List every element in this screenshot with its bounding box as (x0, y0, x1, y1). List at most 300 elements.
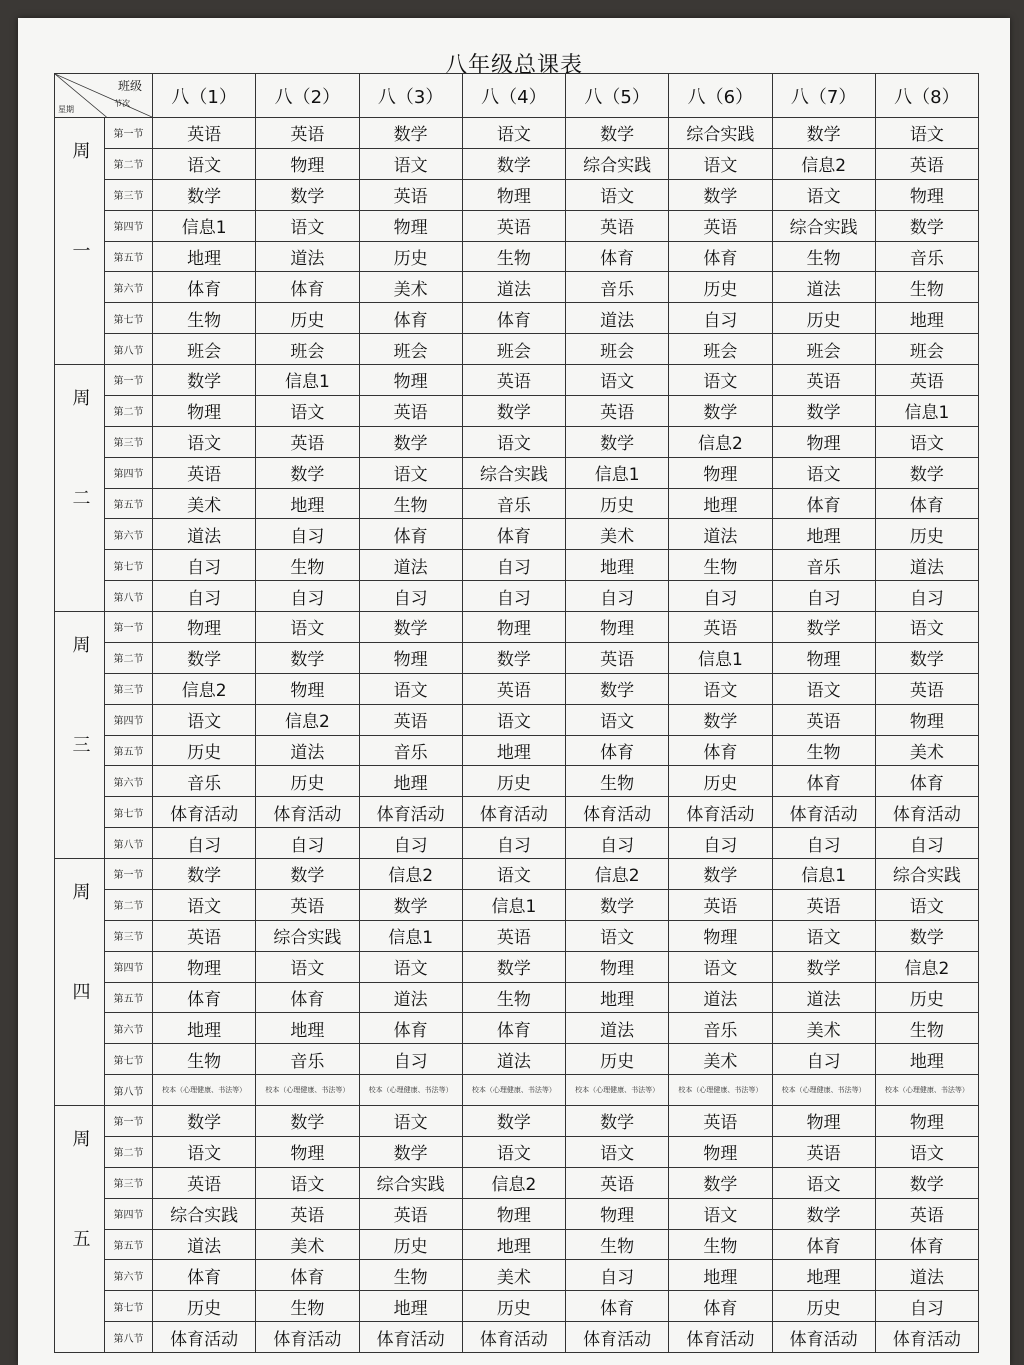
subject-cell: 体育活动 (256, 1322, 359, 1353)
subject-cell: 自习 (772, 828, 875, 859)
subject-cell: 班会 (669, 334, 772, 365)
table-row (55, 241, 979, 272)
subject-cell: 数学 (566, 1106, 669, 1137)
subject-cell: 班会 (359, 334, 462, 365)
subject-cell: 美术 (875, 735, 978, 766)
period-label: 第四节 (105, 210, 153, 241)
period-label: 第一节 (105, 859, 153, 890)
subject-cell: 英语 (669, 612, 772, 643)
subject-cell: 语文 (566, 179, 669, 210)
subject-cell: 物理 (875, 179, 978, 210)
subject-cell: 英语 (566, 1167, 669, 1198)
period-label: 第七节 (105, 303, 153, 334)
subject-cell: 自习 (875, 828, 978, 859)
subject-cell: 物理 (153, 612, 256, 643)
subject-cell: 历史 (462, 766, 565, 797)
subject-cell: 自习 (256, 581, 359, 612)
subject-cell: 校本（心理健康、书法等） (256, 1075, 359, 1106)
subject-cell: 体育 (875, 1229, 978, 1260)
subject-cell: 语文 (566, 1136, 669, 1167)
subject-cell: 数学 (153, 859, 256, 890)
subject-cell: 生物 (566, 1229, 669, 1260)
subject-cell: 数学 (772, 951, 875, 982)
subject-cell: 体育 (566, 241, 669, 272)
subject-cell: 体育 (359, 1013, 462, 1044)
header-row (55, 74, 979, 118)
subject-cell: 信息2 (256, 704, 359, 735)
subject-cell: 道法 (669, 519, 772, 550)
subject-cell: 数学 (566, 118, 669, 149)
period-label: 第二节 (105, 148, 153, 179)
subject-cell: 音乐 (772, 550, 875, 581)
subject-cell: 美术 (566, 519, 669, 550)
class-header: 八（2） (256, 74, 359, 118)
class-header: 八（4） (462, 74, 565, 118)
page-title: 八年级总课表 (444, 53, 583, 78)
subject-cell: 物理 (669, 920, 772, 951)
table-row (55, 1075, 979, 1106)
subject-cell: 体育活动 (772, 1322, 875, 1353)
subject-cell: 自习 (566, 581, 669, 612)
subject-cell: 语文 (462, 118, 565, 149)
subject-cell: 校本（心理健康、书法等） (669, 1075, 772, 1106)
subject-cell: 数学 (256, 457, 359, 488)
subject-cell: 语文 (462, 426, 565, 457)
subject-cell: 数学 (359, 889, 462, 920)
subject-cell: 美术 (153, 488, 256, 519)
period-label: 第六节 (105, 766, 153, 797)
subject-cell: 体育 (256, 272, 359, 303)
table-row (55, 426, 979, 457)
table-row (55, 920, 979, 951)
subject-cell: 生物 (256, 1291, 359, 1322)
subject-cell: 语文 (669, 951, 772, 982)
subject-cell: 数学 (875, 642, 978, 673)
table-row (55, 735, 979, 766)
subject-cell: 语文 (875, 118, 978, 149)
subject-cell: 语文 (153, 426, 256, 457)
subject-cell: 道法 (566, 1013, 669, 1044)
schedule-body (55, 118, 979, 1353)
subject-cell: 英语 (875, 673, 978, 704)
subject-cell: 英语 (875, 365, 978, 396)
period-label: 第二节 (105, 1136, 153, 1167)
subject-cell: 体育 (875, 766, 978, 797)
subject-cell: 地理 (153, 1013, 256, 1044)
subject-cell: 体育 (669, 241, 772, 272)
subject-cell: 体育 (669, 1291, 772, 1322)
subject-cell: 综合实践 (359, 1167, 462, 1198)
subject-cell: 自习 (359, 828, 462, 859)
subject-cell: 物理 (359, 210, 462, 241)
period-label: 第二节 (105, 395, 153, 426)
subject-cell: 信息1 (669, 642, 772, 673)
subject-cell: 历史 (153, 1291, 256, 1322)
subject-cell: 体育活动 (669, 1322, 772, 1353)
subject-cell: 校本（心理健康、书法等） (153, 1075, 256, 1106)
corner-label-day: 星期 (58, 105, 74, 114)
subject-cell: 自习 (256, 519, 359, 550)
subject-cell: 道法 (462, 272, 565, 303)
subject-cell: 英语 (153, 920, 256, 951)
subject-cell: 美术 (462, 1260, 565, 1291)
corner-label-class: 班级 (117, 79, 142, 93)
subject-cell: 语文 (669, 1198, 772, 1229)
table-row (55, 303, 979, 334)
subject-cell: 自习 (669, 828, 772, 859)
subject-cell: 音乐 (256, 1044, 359, 1075)
subject-cell: 信息2 (875, 951, 978, 982)
subject-cell: 语文 (772, 179, 875, 210)
subject-cell: 生物 (669, 1229, 772, 1260)
subject-cell: 校本（心理健康、书法等） (772, 1075, 875, 1106)
class-header: 八（1） (153, 74, 256, 118)
subject-cell: 语文 (875, 889, 978, 920)
subject-cell: 语文 (669, 365, 772, 396)
subject-cell: 数学 (566, 673, 669, 704)
subject-cell: 历史 (359, 241, 462, 272)
subject-cell: 生物 (875, 1013, 978, 1044)
subject-cell: 自习 (462, 828, 565, 859)
subject-cell: 历史 (566, 1044, 669, 1075)
day-label: 周四 (55, 859, 105, 1106)
subject-cell: 数学 (875, 1167, 978, 1198)
table-row (55, 982, 979, 1013)
subject-cell: 体育 (772, 766, 875, 797)
period-label: 第五节 (105, 735, 153, 766)
subject-cell: 体育活动 (566, 797, 669, 828)
subject-cell: 地理 (669, 1260, 772, 1291)
subject-cell: 体育 (772, 488, 875, 519)
period-label: 第八节 (105, 581, 153, 612)
subject-cell: 历史 (875, 519, 978, 550)
subject-cell: 综合实践 (566, 148, 669, 179)
period-label: 第七节 (105, 550, 153, 581)
subject-cell: 数学 (153, 179, 256, 210)
table-row (55, 889, 979, 920)
subject-cell: 数学 (772, 1198, 875, 1229)
subject-cell: 地理 (359, 766, 462, 797)
period-label: 第四节 (105, 951, 153, 982)
table-row (55, 179, 979, 210)
subject-cell: 英语 (772, 704, 875, 735)
subject-cell: 体育 (462, 1013, 565, 1044)
subject-cell: 物理 (462, 612, 565, 643)
subject-cell: 音乐 (359, 735, 462, 766)
period-label: 第六节 (105, 1013, 153, 1044)
subject-cell: 地理 (669, 488, 772, 519)
subject-cell: 语文 (875, 612, 978, 643)
subject-cell: 地理 (772, 1260, 875, 1291)
subject-cell: 综合实践 (462, 457, 565, 488)
subject-cell: 数学 (256, 1106, 359, 1137)
subject-cell: 综合实践 (875, 859, 978, 890)
subject-cell: 数学 (462, 148, 565, 179)
period-label: 第七节 (105, 797, 153, 828)
class-header: 八（3） (359, 74, 462, 118)
subject-cell: 地理 (875, 1044, 978, 1075)
subject-cell: 物理 (669, 1136, 772, 1167)
table-row (55, 1167, 979, 1198)
subject-cell: 数学 (875, 920, 978, 951)
period-label: 第二节 (105, 889, 153, 920)
subject-cell: 道法 (153, 1229, 256, 1260)
subject-cell: 历史 (669, 272, 772, 303)
period-label: 第一节 (105, 1106, 153, 1137)
subject-cell: 数学 (875, 210, 978, 241)
table-row (55, 488, 979, 519)
subject-cell: 数学 (669, 1167, 772, 1198)
subject-cell: 体育活动 (462, 1322, 565, 1353)
subject-cell: 数学 (359, 118, 462, 149)
table-row (55, 673, 979, 704)
subject-cell: 道法 (359, 982, 462, 1013)
subject-cell: 语文 (153, 889, 256, 920)
subject-cell: 综合实践 (669, 118, 772, 149)
subject-cell: 语文 (772, 920, 875, 951)
subject-cell: 体育活动 (153, 797, 256, 828)
subject-cell: 道法 (669, 982, 772, 1013)
subject-cell: 英语 (256, 118, 359, 149)
subject-cell: 语文 (153, 1136, 256, 1167)
subject-cell: 英语 (772, 365, 875, 396)
subject-cell: 语文 (772, 673, 875, 704)
subject-cell: 物理 (462, 1198, 565, 1229)
table-row (55, 612, 979, 643)
subject-cell: 道法 (772, 982, 875, 1013)
period-label: 第一节 (105, 612, 153, 643)
subject-cell: 物理 (256, 148, 359, 179)
subject-cell: 语文 (462, 704, 565, 735)
day-label: 周一 (55, 118, 105, 365)
subject-cell: 自习 (772, 1044, 875, 1075)
subject-cell: 语文 (566, 704, 669, 735)
subject-cell: 物理 (256, 673, 359, 704)
subject-cell: 道法 (875, 550, 978, 581)
period-label: 第五节 (105, 982, 153, 1013)
subject-cell: 历史 (153, 735, 256, 766)
table-row (55, 272, 979, 303)
day-label: 周二 (55, 365, 105, 612)
subject-cell: 数学 (462, 1106, 565, 1137)
subject-cell: 数学 (772, 612, 875, 643)
subject-cell: 英语 (153, 1167, 256, 1198)
period-label: 第四节 (105, 1198, 153, 1229)
subject-cell: 英语 (772, 889, 875, 920)
subject-cell: 生物 (772, 735, 875, 766)
subject-cell: 地理 (359, 1291, 462, 1322)
subject-cell: 数学 (566, 426, 669, 457)
table-row (55, 395, 979, 426)
subject-cell: 语文 (566, 365, 669, 396)
subject-cell: 语文 (669, 673, 772, 704)
period-label: 第五节 (105, 488, 153, 519)
subject-cell: 地理 (566, 982, 669, 1013)
subject-cell: 英语 (256, 426, 359, 457)
subject-cell: 道法 (462, 1044, 565, 1075)
subject-cell: 英语 (153, 457, 256, 488)
period-label: 第三节 (105, 1167, 153, 1198)
subject-cell: 语文 (772, 1167, 875, 1198)
table-row (55, 1198, 979, 1229)
subject-cell: 综合实践 (772, 210, 875, 241)
subject-cell: 综合实践 (153, 1198, 256, 1229)
subject-cell: 生物 (772, 241, 875, 272)
subject-cell: 音乐 (462, 488, 565, 519)
subject-cell: 音乐 (566, 272, 669, 303)
period-label: 第八节 (105, 1322, 153, 1353)
subject-cell: 体育 (153, 272, 256, 303)
subject-cell: 物理 (153, 395, 256, 426)
subject-cell: 体育活动 (359, 1322, 462, 1353)
subject-cell: 历史 (359, 1229, 462, 1260)
subject-cell: 语文 (359, 148, 462, 179)
subject-cell: 班会 (566, 334, 669, 365)
subject-cell: 地理 (875, 303, 978, 334)
period-label: 第八节 (105, 828, 153, 859)
subject-cell: 班会 (462, 334, 565, 365)
table-row (55, 334, 979, 365)
subject-cell: 物理 (669, 457, 772, 488)
subject-cell: 地理 (462, 1229, 565, 1260)
table-row (55, 581, 979, 612)
day-label: 周五 (55, 1106, 105, 1353)
subject-cell: 物理 (772, 426, 875, 457)
subject-cell: 数学 (359, 1136, 462, 1167)
subject-cell: 英语 (462, 210, 565, 241)
subject-cell: 语文 (256, 210, 359, 241)
subject-cell: 语文 (256, 395, 359, 426)
subject-cell: 英语 (566, 210, 669, 241)
subject-cell: 历史 (256, 766, 359, 797)
subject-cell: 英语 (256, 889, 359, 920)
schedule-sheet (18, 18, 1010, 1365)
subject-cell: 体育 (359, 519, 462, 550)
subject-cell: 物理 (772, 642, 875, 673)
table-row (55, 859, 979, 890)
subject-cell: 音乐 (875, 241, 978, 272)
subject-cell: 地理 (462, 735, 565, 766)
subject-cell: 语文 (669, 148, 772, 179)
subject-cell: 班会 (875, 334, 978, 365)
subject-cell: 语文 (359, 1106, 462, 1137)
subject-cell: 地理 (153, 241, 256, 272)
subject-cell: 道法 (772, 272, 875, 303)
period-label: 第八节 (105, 1075, 153, 1106)
schedule-table (54, 73, 979, 1353)
period-label: 第六节 (105, 1260, 153, 1291)
subject-cell: 道法 (875, 1260, 978, 1291)
subject-cell: 体育 (256, 982, 359, 1013)
period-label: 第一节 (105, 118, 153, 149)
subject-cell: 地理 (256, 1013, 359, 1044)
subject-cell: 语文 (875, 1136, 978, 1167)
period-label: 第一节 (105, 365, 153, 396)
subject-cell: 体育活动 (566, 1322, 669, 1353)
subject-cell: 信息2 (359, 859, 462, 890)
period-label: 第八节 (105, 334, 153, 365)
table-row (55, 951, 979, 982)
subject-cell: 物理 (256, 1136, 359, 1167)
subject-cell: 数学 (462, 395, 565, 426)
period-label: 第二节 (105, 642, 153, 673)
subject-cell: 语文 (256, 1167, 359, 1198)
subject-cell: 数学 (256, 179, 359, 210)
subject-cell: 历史 (772, 1291, 875, 1322)
subject-cell: 历史 (772, 303, 875, 334)
subject-cell: 信息2 (772, 148, 875, 179)
subject-cell: 信息1 (359, 920, 462, 951)
subject-cell: 数学 (566, 889, 669, 920)
subject-cell: 体育 (153, 1260, 256, 1291)
subject-cell: 物理 (566, 612, 669, 643)
class-header: 八（7） (772, 74, 875, 118)
subject-cell: 语文 (153, 704, 256, 735)
subject-cell: 语文 (772, 457, 875, 488)
table-row (55, 828, 979, 859)
table-row (55, 766, 979, 797)
class-header: 八（8） (875, 74, 978, 118)
subject-cell: 班会 (772, 334, 875, 365)
subject-cell: 美术 (256, 1229, 359, 1260)
subject-cell: 数学 (772, 395, 875, 426)
period-label: 第五节 (105, 241, 153, 272)
subject-cell: 班会 (256, 334, 359, 365)
table-row (55, 1013, 979, 1044)
corner-header (55, 74, 153, 118)
subject-cell: 英语 (669, 1106, 772, 1137)
subject-cell: 信息1 (875, 395, 978, 426)
subject-cell: 语文 (153, 148, 256, 179)
subject-cell: 体育活动 (669, 797, 772, 828)
period-label: 第四节 (105, 457, 153, 488)
subject-cell: 生物 (669, 550, 772, 581)
table-row (55, 457, 979, 488)
subject-cell: 数学 (669, 395, 772, 426)
subject-cell: 英语 (153, 118, 256, 149)
subject-cell: 体育 (875, 488, 978, 519)
subject-cell: 英语 (359, 179, 462, 210)
subject-cell: 生物 (566, 766, 669, 797)
subject-cell: 道法 (566, 303, 669, 334)
subject-cell: 语文 (875, 426, 978, 457)
subject-cell: 音乐 (669, 1013, 772, 1044)
subject-cell: 体育活动 (153, 1322, 256, 1353)
subject-cell: 班会 (153, 334, 256, 365)
subject-cell: 自习 (566, 1260, 669, 1291)
subject-cell: 生物 (359, 488, 462, 519)
subject-cell: 物理 (875, 704, 978, 735)
subject-cell: 信息2 (669, 426, 772, 457)
period-label: 第三节 (105, 673, 153, 704)
table-row (55, 118, 979, 149)
subject-cell: 信息1 (462, 889, 565, 920)
table-row (55, 210, 979, 241)
subject-cell: 体育 (359, 303, 462, 334)
subject-cell: 生物 (256, 550, 359, 581)
subject-cell: 体育 (566, 1291, 669, 1322)
subject-cell: 语文 (566, 920, 669, 951)
subject-cell: 物理 (153, 951, 256, 982)
subject-cell: 语文 (359, 673, 462, 704)
subject-cell: 语文 (462, 1136, 565, 1167)
subject-cell: 信息2 (566, 859, 669, 890)
subject-cell: 自习 (669, 581, 772, 612)
subject-cell: 英语 (772, 1136, 875, 1167)
subject-cell: 数学 (359, 612, 462, 643)
period-label: 第六节 (105, 272, 153, 303)
subject-cell: 生物 (875, 272, 978, 303)
